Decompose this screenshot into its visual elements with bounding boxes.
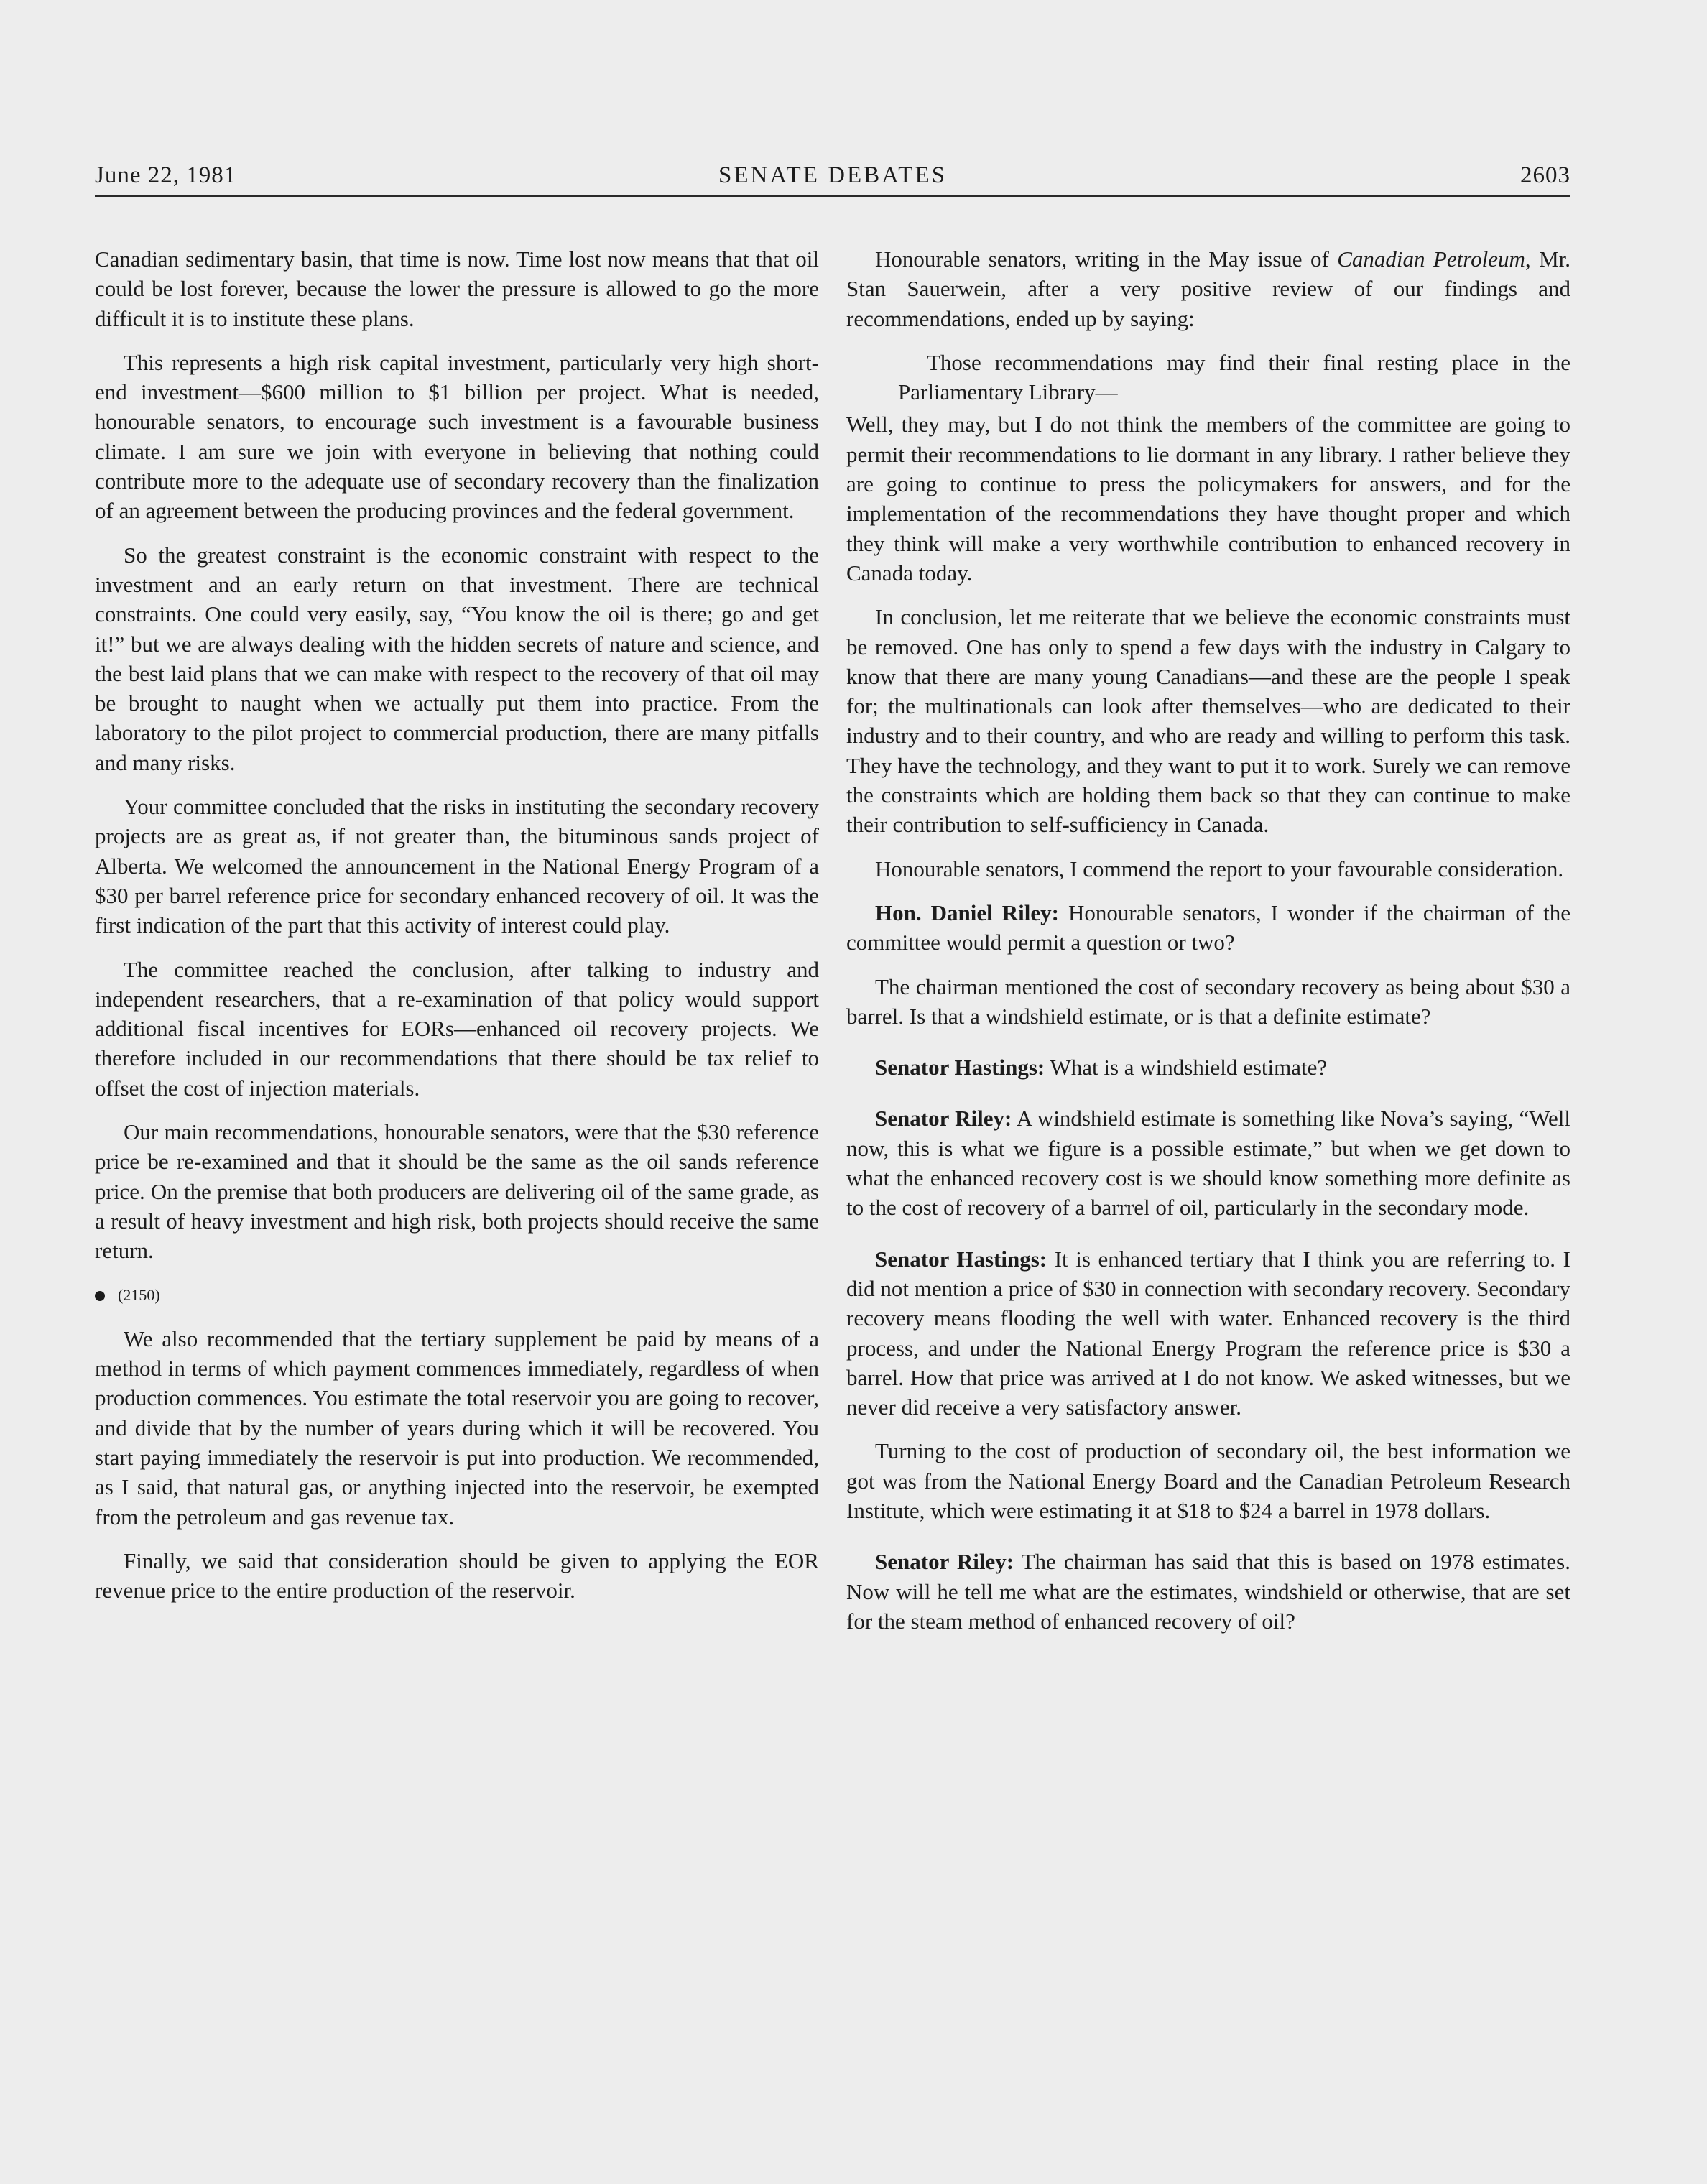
bullet-icon — [95, 1291, 105, 1301]
speaker-name: Hon. Daniel Riley: — [875, 899, 1059, 925]
header-rule — [95, 195, 1570, 197]
paragraph: Finally, we said that consideration should be given to applying the EOR revenue price to the entire production of the reservoir. — [95, 1547, 819, 1604]
paragraph: The chairman mentioned the cost of secondary recovery as being about $30 a barrel. Is that a windshield estimate, or is that a definite estimate? — [846, 973, 1570, 1029]
page — [95, 159, 1570, 1650]
paragraph-text: Honourable senators, writing in the May issue of — [875, 246, 1338, 272]
paragraph: Canadian sedimentary basin, that time is now. Time lost now means that that oil could be lost forever, because the lower the pressure is allowed to go the more difficult it is to institute these plans. — [95, 246, 819, 331]
time-marker — [95, 1280, 819, 1310]
time-marker-text: (2150) — [118, 1285, 160, 1304]
body-columns — [95, 244, 1570, 1650]
running-head — [95, 159, 1570, 195]
speech — [846, 898, 1570, 958]
speech-text: It is enhanced tertiary that I think you are referring to. I did not mention a price of $30 in connection with secondary recovery. Secondary recovery means flooding the well with water. Enhanced recovery is the third process, and under the National Energy Program the reference price is $30 a barrel. How that price was arrived at I do not know. We asked witnesses, but we never did receive a very satisfactory answer. — [846, 1246, 1570, 1420]
speech-text: A windshield estimate is something like Nova’s saying, “Well now, this is what we figure is a possible estimate,” but when we get down to what the enhanced recovery cost is we should know something more definite as to the cost of recovery of a barrrel of oil, particularly in the secondary mode. — [846, 1106, 1570, 1221]
paragraph: Honourable senators, I commend the report to your favourable consideration. — [875, 856, 1564, 882]
speech-text: The chairman has said that this is based on 1978 estimates. Now will he tell me what are the estimates, windshield or otherwise, that are set for the steam method of enhanced recovery of oil? — [846, 1549, 1570, 1634]
paragraph: Our main recommendations, honourable senators, were that the $30 reference price be re-examined and that it should be the same as the oil sands reference price. On the premise that both producers are delivering oil of the same grade, as a result of heavy investment and high risk, both projects should receive the same return. — [95, 1119, 819, 1264]
speaker-name: Senator Hastings: — [875, 1246, 1047, 1272]
paragraph: Your committee concluded that the risks in instituting the secondary recovery projects are as great as, if not greater than, the bituminous sands project of Alberta. We welcomed the announcement in the National Energy Program of a $30 per barrel reference price for secondary enhanced recovery of oil. It was the first indication of the part that this activity of interest could play. — [95, 794, 819, 938]
header-page-number: 2603 — [1520, 162, 1570, 188]
speech — [846, 1244, 1570, 1422]
speech — [846, 1103, 1570, 1222]
header-title: SENATE DEBATES — [718, 162, 947, 188]
paragraph: We also recommended that the tertiary supplement be paid by means of a method in terms of which payment commences immediately, regardless of when production commences. You estimate the total reservoir you are going to recover, and divide that by the number of years during which it will be recovered. You start paying immediately the reservoir is put into production. We recommended, as I said, that natural gas, or anything injected into the reservoir, be exempted from the petroleum and gas revenue tax. — [95, 1325, 819, 1530]
paragraph — [846, 244, 1570, 333]
paragraph: In conclusion, let me reiterate that we believe the economic constraints must be removed. One has only to spend a few days with the industry in Calgary to know that there are many young Canadians—and these are the people I speak for; the multinationals can look after themselves—who are dedicated to their industry and to their country, and who are ready and willing to perform this task. They have the technology, and they want to put it to work. Surely we can remove the constraints which are holding them back so that they can continue to make their contribution to self-sufficiency in Canada. — [846, 604, 1570, 838]
paragraph: The committee reached the conclusion, after talking to industry and independent researchers, that a re-examination of that policy would support additional fiscal incentives for EORs—enhanced oil recovery projects. We therefore included in our recommendations that there should be tax relief to offset the cost of injection materials. — [95, 956, 819, 1101]
block-quote: Those recommendations may find their final resting place in the Parliamentary Library— — [898, 349, 1570, 405]
header-date: June 22, 1981 — [95, 162, 237, 188]
paragraph-text: , Mr. Stan Sauerwein, after a very positive review of our findings and recommendations, ended up by saying: — [846, 246, 1571, 331]
left-column — [95, 244, 819, 1650]
paragraph: This represents a high risk capital investment, particularly very high short-end investment—$600 million to $1 billion per project. What is needed, honourable senators, to encourage such investment is a favourable business climate. I am sure we join with everyone in believing that nothing could contribute more to the adequate use of secondary recovery than the finalization of an agreement between the producing provinces and the federal government. — [95, 349, 819, 524]
speech — [846, 1052, 1570, 1082]
speech-text: What is a windshield estimate? — [1045, 1055, 1328, 1081]
speaker-name: Senator Riley: — [875, 1106, 1012, 1132]
publication-title: Canadian Petroleum — [1337, 246, 1525, 272]
right-column — [846, 244, 1570, 1650]
paragraph: So the greatest constraint is the economic constraint with respect to the investment and an early return on that investment. There are technical constraints. One could very easily, say, “You know the oil is there; go and get it!” but we are always dealing with the hidden secrets of nature and science, and the best laid plans that we can make with respect to the recovery of that oil may be brought to naught when we actually put them into practice. From the laboratory to the pilot project to commercial production, there are many pitfalls and many risks. — [95, 542, 819, 775]
speaker-name: Senator Hastings: — [875, 1055, 1045, 1081]
paragraph: Turning to the cost of production of secondary oil, the best information we got was from the National Energy Board and the Canadian Petroleum Research Institute, which were estimating it at $18 to $24 a barrel in 1978 dollars. — [846, 1438, 1570, 1523]
paragraph: Well, they may, but I do not think the members of the committee are going to permit their recommendations to lie dormant in any library. I rather believe they are going to continue to press the policymakers for answers, and for the implementation of the recommendations they have thought proper and which they think will make a very worthwhile contribution to enhanced recovery in Canada today. — [846, 412, 1570, 586]
speech-text: Honourable senators, I wonder if the chairman of the committee would permit a question or two? — [846, 899, 1570, 956]
speaker-name: Senator Riley: — [875, 1549, 1014, 1575]
speech — [846, 1547, 1570, 1636]
